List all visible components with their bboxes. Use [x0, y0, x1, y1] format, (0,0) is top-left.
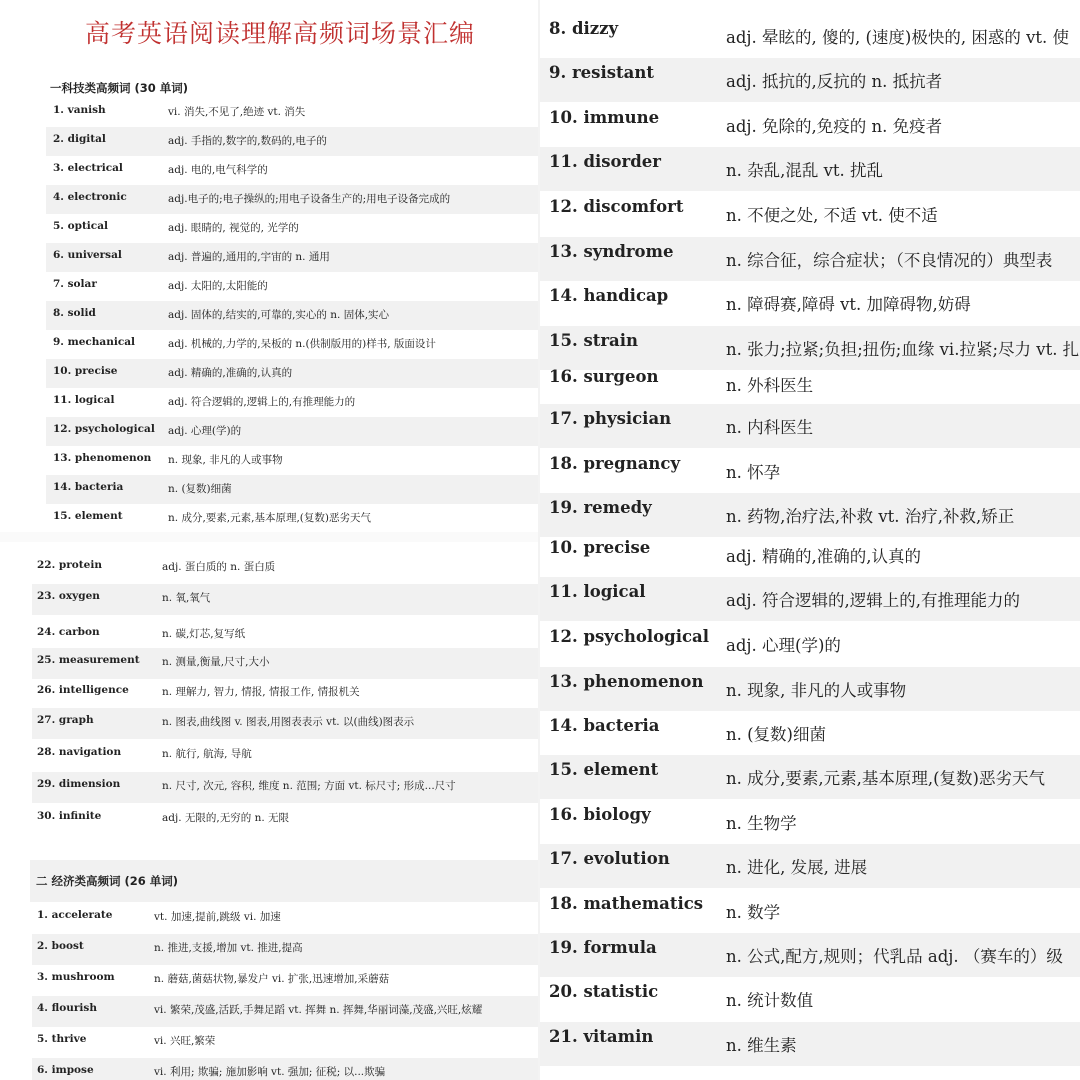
- vocab-word: 17. physician: [549, 409, 672, 428]
- vocab-row: [540, 237, 1080, 281]
- vocab-row: [32, 1027, 540, 1058]
- vocab-definition: adj. 精确的,准确的,认真的: [168, 367, 293, 379]
- vocab-word: 11. logical: [53, 394, 115, 406]
- vocab-row: [540, 800, 1080, 844]
- vocab-definition: adj. 符合逻辑的,逻辑上的,有推理能力的: [168, 396, 356, 408]
- vocab-definition: n. 图表,曲线图 v. 图表,用图表表示 vt. 以(曲线)图表示: [162, 716, 415, 728]
- vocab-row: [540, 889, 1080, 933]
- vocab-word: 14. bacteria: [549, 716, 660, 735]
- vocab-row: [46, 127, 540, 156]
- vocab-definition: n. (复数)细菌: [726, 725, 826, 744]
- vocab-word: 10. precise: [549, 538, 651, 557]
- vocab-word: 15. element: [549, 760, 659, 779]
- vocab-word: 2. boost: [37, 940, 84, 952]
- vocab-row: [540, 493, 1080, 537]
- vocab-row: [540, 622, 1080, 666]
- vocab-definition: vi. 消失,不见了,绝迹 vt. 消失: [168, 106, 306, 118]
- vocab-row: [32, 708, 540, 739]
- vocab-definition: adj. 精确的,准确的,认真的: [726, 547, 921, 566]
- vocab-word: 14. bacteria: [53, 481, 124, 493]
- vocab-definition: n. 氧,氧气: [162, 592, 211, 604]
- vocab-definition: adj. 固体的,结实的,可靠的,实心的 n. 固体,实心: [168, 309, 390, 321]
- vocab-definition: n. 不便之处, 不适 vt. 使不适: [726, 206, 938, 225]
- vocab-definition: adj. 机械的,力学的,呆板的 n.(供制版用的)样书, 版面设计: [168, 338, 436, 350]
- vocab-word: 14. handicap: [549, 286, 669, 305]
- vocab-word: 3. mushroom: [37, 971, 115, 983]
- vocab-row: [540, 58, 1080, 102]
- vocab-definition: vi. 兴旺,繁荣: [154, 1035, 216, 1047]
- vocab-row: [540, 147, 1080, 191]
- vocab-row: [46, 243, 540, 272]
- vocab-definition: n. 张力;拉紧;负担;扭伤;血缘 vi.拉紧;尽力 vt. 扎: [726, 340, 1080, 359]
- vocab-word: 4. flourish: [37, 1002, 97, 1014]
- vocab-word: 13. phenomenon: [549, 672, 704, 691]
- vocab-word: 19. remedy: [549, 498, 652, 517]
- vocab-definition: adj. 普遍的,通用的,宇宙的 n. 通用: [168, 251, 330, 263]
- vocab-definition: adj. 蛋白质的 n. 蛋白质: [162, 561, 276, 573]
- vocab-row: [46, 475, 540, 504]
- vocab-row: [540, 755, 1080, 799]
- vocab-word: 30. infinite: [37, 810, 102, 822]
- vocab-definition: n. 内科医生: [726, 418, 814, 437]
- vocab-row: [46, 388, 540, 417]
- vocab-row: [46, 185, 540, 214]
- vocab-word: 1. accelerate: [37, 909, 113, 921]
- page-title: 高考英语阅读理解高频词场景汇编: [84, 19, 475, 48]
- vocab-word: 23. oxygen: [37, 590, 100, 602]
- vocab-definition: vt. 加速,提前,跳级 vi. 加速: [154, 911, 281, 923]
- vocab-definition: n. 障碍赛,障碍 vt. 加障碍物,妨碍: [726, 295, 971, 314]
- vocab-definition: n. 药物,治疗法,补救 vt. 治疗,补救,矫正: [726, 507, 1015, 526]
- vocab-word: 10. immune: [549, 108, 660, 127]
- vocab-row: [32, 934, 540, 965]
- vocab-definition: n. 现象, 非凡的人或事物: [168, 454, 283, 466]
- vocab-row: [540, 977, 1080, 1021]
- vocab-row: [540, 711, 1080, 755]
- right-vocab-page: [540, 0, 1080, 1080]
- vocab-word: 9. resistant: [549, 63, 654, 82]
- vocab-definition: n. 碳,灯芯,复写纸: [162, 628, 246, 640]
- vocab-word: 8. solid: [53, 307, 96, 319]
- vocab-row: [540, 844, 1080, 888]
- vocab-word: 1. vanish: [53, 104, 106, 116]
- vocab-row: [540, 192, 1080, 236]
- vocab-definition: n. 数学: [726, 903, 781, 922]
- vocab-word: 26. intelligence: [37, 684, 129, 696]
- vocab-word: 7. solar: [53, 278, 97, 290]
- vocab-row: [32, 553, 540, 584]
- vocab-definition: adj. 太阳的,太阳能的: [168, 280, 268, 292]
- vocab-definition: adj. 心理(学)的: [168, 425, 242, 437]
- vocab-word: 2. digital: [53, 133, 106, 145]
- vocab-definition: adj. 免除的,免疫的 n. 免疫者: [726, 117, 943, 136]
- vocab-word: 4. electronic: [53, 191, 127, 203]
- vocab-word: 19. formula: [549, 938, 657, 957]
- vocab-row: [540, 14, 1080, 58]
- vocab-definition: n. 现象, 非凡的人或事物: [726, 681, 907, 700]
- vocab-definition: n. 蘑菇,菌菇状物,暴发户 vi. 扩张,迅速增加,采蘑菇: [154, 973, 390, 985]
- vocab-row: [46, 301, 540, 330]
- vocab-row: [540, 577, 1080, 621]
- vocab-definition: n. 公式,配方,规则；代乳品 adj. （赛车的）级: [726, 947, 1063, 966]
- vocab-definition: adj.电子的;电子操纵的;用电子设备生产的;用电子设备完成的: [168, 193, 451, 205]
- vocab-row: [46, 272, 540, 301]
- vocab-definition: vi. 繁荣,茂盛,活跃,手舞足蹈 vt. 挥舞 n. 挥舞,华丽词藻,茂盛,兴旺,炫耀: [154, 1004, 483, 1016]
- vocab-word: 24. carbon: [37, 626, 100, 638]
- vocab-word: 10. precise: [53, 365, 118, 377]
- vocab-definition: n. 测量,衡量,尺寸,大小: [162, 656, 270, 668]
- vocab-definition: adj. 心理(学)的: [726, 636, 841, 655]
- vocab-definition: vi. 利用; 欺骗; 施加影响 vt. 强加; 征税; 以...欺骗: [154, 1066, 386, 1078]
- vocab-definition: adj. 晕眩的, 傻的, (速度)极快的, 困惑的 vt. 使: [726, 28, 1070, 47]
- vocab-word: 5. thrive: [37, 1033, 87, 1045]
- vocab-row: [32, 772, 540, 803]
- vocab-definition: adj. 眼睛的, 视觉的, 光学的: [168, 222, 299, 234]
- vocab-definition: n. 杂乱,混乱 vt. 扰乱: [726, 161, 884, 180]
- vocab-row: [32, 648, 540, 679]
- vocab-row: [46, 504, 540, 533]
- vocab-row: [46, 330, 540, 359]
- vocab-row: [540, 281, 1080, 325]
- section-heading-technology: 一科技类高频词 (30 单词): [50, 81, 189, 95]
- vocab-definition: n. 外科医生: [726, 376, 814, 395]
- vocab-row: [540, 404, 1080, 448]
- vocab-row: [540, 1022, 1080, 1066]
- vocab-word: 22. protein: [37, 559, 102, 571]
- vocab-row: [46, 214, 540, 243]
- vocab-word: 12. discomfort: [549, 197, 684, 216]
- vocab-definition: n. 维生素: [726, 1036, 797, 1055]
- vocab-word: 11. logical: [549, 582, 646, 601]
- page-seam: [0, 532, 540, 542]
- vocab-definition: n. 怀孕: [726, 463, 781, 482]
- vocab-row: [46, 359, 540, 388]
- vocab-row: [540, 533, 1080, 577]
- section-heading-economy: 二 经济类高频词 (26 单词): [30, 860, 540, 902]
- vocab-row: [540, 933, 1080, 977]
- vocab-word: 8. dizzy: [549, 19, 619, 38]
- vocab-row: [540, 103, 1080, 147]
- vocab-row: [46, 446, 540, 475]
- vocab-definition: n. 推进,支援,增加 vt. 推进,提高: [154, 942, 303, 954]
- vocab-row: [32, 996, 540, 1027]
- vocab-definition: n. 统计数值: [726, 991, 814, 1010]
- vocab-word: 16. surgeon: [549, 367, 659, 386]
- vocab-row: [32, 965, 540, 996]
- vocab-word: 12. psychological: [549, 627, 709, 646]
- vocab-word: 6. universal: [53, 249, 122, 261]
- vocab-word: 17. evolution: [549, 849, 670, 868]
- vocab-row: [32, 584, 540, 615]
- vocab-word: 20. statistic: [549, 982, 659, 1001]
- vocab-definition: n. 航行, 航海, 导航: [162, 748, 252, 760]
- vocab-word: 18. mathematics: [549, 894, 704, 913]
- vocab-definition: n. 生物学: [726, 814, 797, 833]
- vocab-word: 12. psychological: [53, 423, 155, 435]
- vocab-row: [46, 156, 540, 185]
- vocab-word: 5. optical: [53, 220, 108, 232]
- vocab-row: [540, 667, 1080, 711]
- vocab-row: [32, 804, 540, 835]
- vocab-row: [32, 740, 540, 771]
- vocab-word: 9. mechanical: [53, 336, 136, 348]
- vocab-word: 15. element: [53, 510, 123, 522]
- vocab-word: 13. syndrome: [549, 242, 674, 261]
- vocab-definition: n. 成分,要素,元素,基本原理,(复数)恶劣天气: [726, 769, 1045, 788]
- vocab-word: 13. phenomenon: [53, 452, 152, 464]
- vocab-word: 27. graph: [37, 714, 94, 726]
- vocab-word: 15. strain: [549, 331, 639, 350]
- vocab-row: [540, 449, 1080, 493]
- vocab-row: [540, 362, 1080, 406]
- vocab-row: [46, 98, 540, 127]
- vocab-definition: n. 理解力, 智力, 情报, 情报工作, 情报机关: [162, 686, 360, 698]
- vocab-definition: adj. 电的,电气科学的: [168, 164, 268, 176]
- vocab-definition: adj. 无限的,无穷的 n. 无限: [162, 812, 290, 824]
- vocab-row: [32, 1058, 540, 1080]
- vocab-word: 3. electrical: [53, 162, 123, 174]
- vocab-word: 29. dimension: [37, 778, 121, 790]
- vocab-definition: n. 尺寸, 次元, 容积, 维度 n. 范围; 方面 vt. 标尺寸; 形成...尺寸: [162, 780, 456, 792]
- vocab-row: [32, 678, 540, 709]
- vocab-definition: adj. 抵抗的,反抗的 n. 抵抗者: [726, 72, 943, 91]
- vocab-definition: adj. 手指的,数字的,数码的,电子的: [168, 135, 327, 147]
- vocab-word: 16. biology: [549, 805, 651, 824]
- vocab-word: 11. disorder: [549, 152, 661, 171]
- vocab-row: [32, 903, 540, 934]
- vocab-definition: n. 进化, 发展, 进展: [726, 858, 868, 877]
- vocab-word: 6. impose: [37, 1064, 94, 1076]
- vocab-word: 18. pregnancy: [549, 454, 681, 473]
- vocab-definition: n. (复数)细菌: [168, 483, 232, 495]
- vocab-definition: adj. 符合逻辑的,逻辑上的,有推理能力的: [726, 591, 1020, 610]
- vocab-definition: n. 综合征，综合症状；（不良情况的）典型表: [726, 251, 1053, 270]
- vocab-word: 28. navigation: [37, 746, 122, 758]
- vocab-word: 21. vitamin: [549, 1027, 654, 1046]
- vocab-row: [46, 417, 540, 446]
- vocab-row: [32, 620, 540, 651]
- vocab-definition: n. 成分,要素,元素,基本原理,(复数)恶劣天气: [168, 512, 371, 524]
- vocab-word: 25. measurement: [37, 654, 140, 666]
